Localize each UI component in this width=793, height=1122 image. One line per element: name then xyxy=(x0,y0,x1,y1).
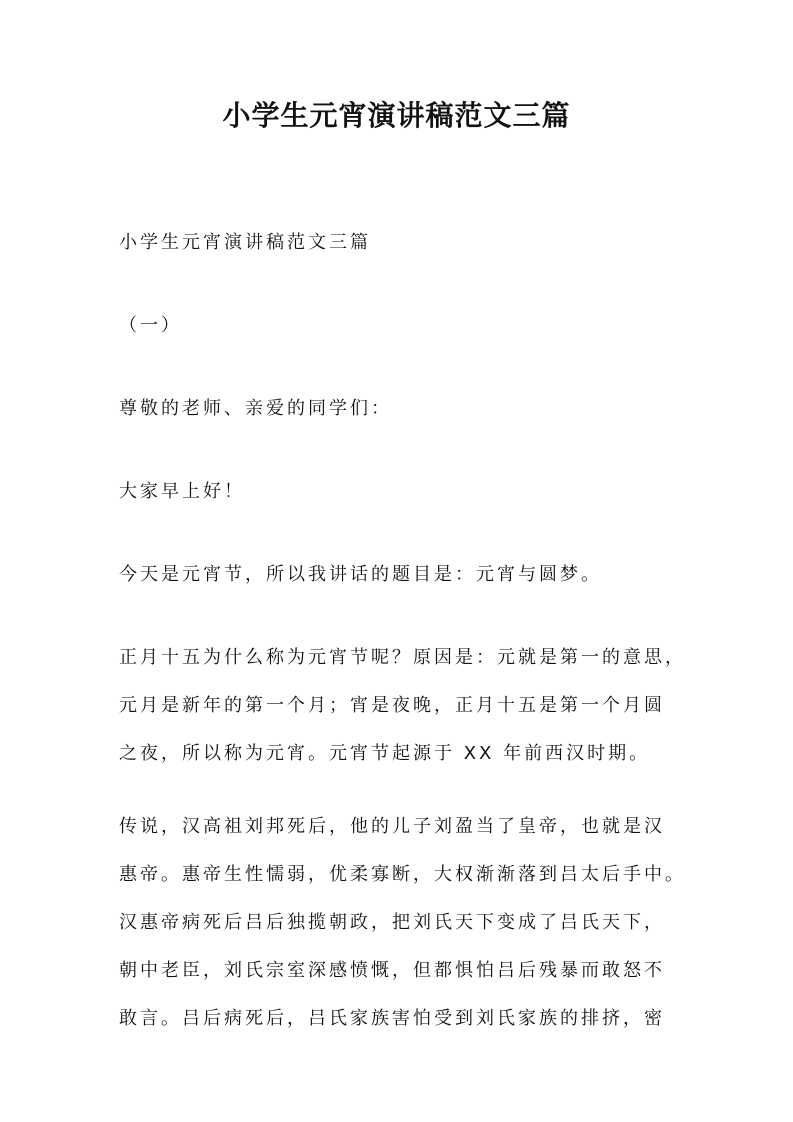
paragraph-1: 今天是元宵节，所以我讲话的题目是：元宵与圆梦。 xyxy=(119,564,602,585)
paragraph-line: 传说，汉高祖刘邦死后，他的儿子刘盈当了皇帝，也就是汉 xyxy=(119,816,665,837)
paragraph-line: 惠帝。惠帝生性懦弱，优柔寡断，大权渐渐落到吕太后手中。 xyxy=(119,864,686,885)
section-marker: （一） xyxy=(119,315,182,336)
document-subtitle: 小学生元宵演讲稿范文三篇 xyxy=(119,232,371,253)
greeting: 大家早上好！ xyxy=(119,481,245,502)
paragraph-3 xyxy=(119,815,686,1031)
paragraph-line: 元月是新年的第一个月；宵是夜晚，正月十五是第一个月圆 xyxy=(119,695,665,716)
paragraph-line: 汉惠帝病死后吕后独揽朝政，把刘氏天下变成了吕氏天下， xyxy=(119,912,665,933)
paragraph-line: 正月十五为什么称为元宵节呢？原因是：元就是第一的意思， xyxy=(119,647,686,668)
paragraph-line: 敢言。吕后病死后，吕氏家族害怕受到刘氏家族的排挤，密 xyxy=(119,1008,665,1029)
document-title: 小学生元宵演讲稿范文三篇 xyxy=(222,99,571,132)
salutation: 尊敬的老师、亲爱的同学们： xyxy=(119,398,392,419)
paragraph-line: 朝中老臣，刘氏宗室深感愤慨，但都惧怕吕后残暴而敢怒不 xyxy=(119,960,665,981)
paragraph-line: 之夜，所以称为元宵。元宵节起源于 XX 年前西汉时期。 xyxy=(119,743,651,764)
paragraph-2 xyxy=(119,646,686,766)
